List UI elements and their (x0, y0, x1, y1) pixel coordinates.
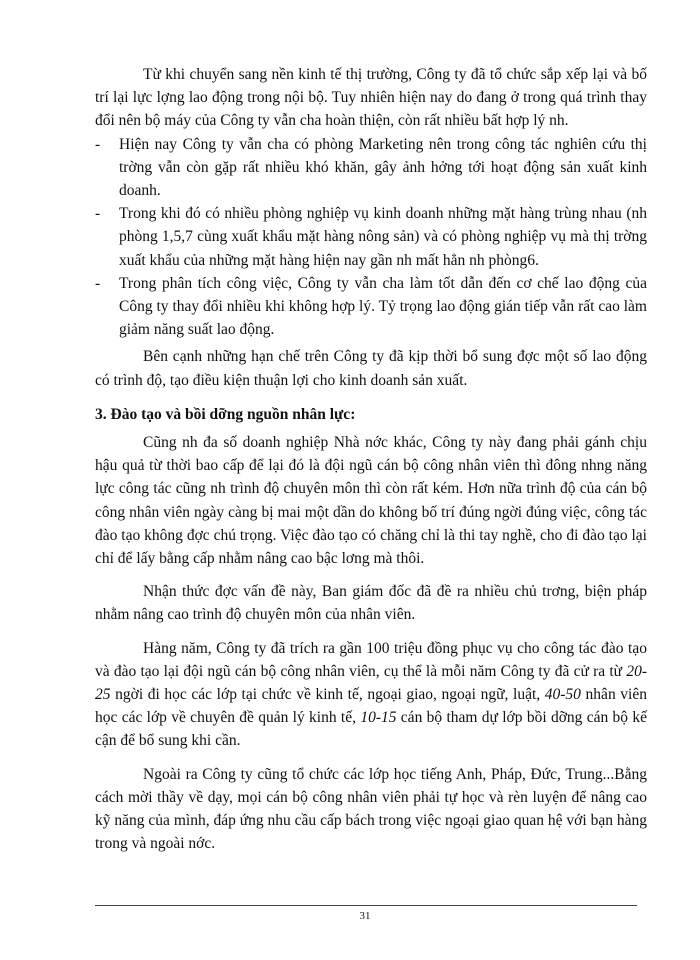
paragraph-annual-training (95, 637, 647, 753)
bullet-text: Trong khi đó có nhiều phòng nghiệp vụ kinh doanh những mặt hàng trùng nhau (nh phòng 1,5,7 cùng xuất khẩu mặt hàng nông sản) và có phòng nghiệp vụ mà thị trờng xuất khẩu của những mặt hàng hiện nay gần nh mất hẳn nh phòng6. (119, 205, 647, 269)
paragraph-awareness: Nhận thức đợc vấn đề này, Ban giám đốc đã đề ra nhiều chủ trơng, biện pháp nhằm nâng cao trình độ chuyên môn của nhân viên. (95, 583, 647, 624)
bullet-item-departments (95, 202, 647, 272)
text-run: cán bộ tham dự lớp bồi dỡng cán bộ kế cận để bổ sung khi cần. (95, 709, 647, 750)
section-heading: 3. Đào tạo và bồi dỡng nguồn nhân lực: (95, 405, 356, 423)
page-content (95, 63, 647, 856)
text-run: ngời đi học các lớp tại chức về kinh tế, ngoại giao, ngoại ngữ, luật, (110, 686, 545, 704)
text-run: nhân viên học các lớp về chuyên đề quản lý kinh tế, (95, 686, 647, 727)
bullet-item-job-analysis (95, 272, 647, 342)
bullet-dash: - (95, 274, 101, 292)
bullet-dash: - (95, 135, 101, 153)
paragraph-supplement: Bên cạnh những hạn chế trên Công ty đã kịp thời bổ sung đợc một số lao động có trình độ, tạo điều kiện thuận lợi cho kinh doanh sản xuất. (95, 348, 647, 389)
bullet-text: Hiện nay Công ty vẫn cha có phòng Marketing nên trong công tác nghiên cứu thị trờng vẫn còn gặp rất nhiều khó khăn, gây ảnh hởng tới hoạt động sản xuất kinh doanh. (119, 135, 647, 200)
text-run: Hàng năm, Công ty đã trích ra gần 100 triệu đồng phục vụ cho công tác đào tạo và đào tạo lại đội ngũ cán bộ công nhân viên, cụ thể là mỗi năm Công ty đã cử ra từ (95, 639, 647, 680)
paragraph-language-classes: Ngoài ra Công ty cũng tổ chức các lớp học tiếng Anh, Pháp, Đức, Trung...Bằng cách mời thầy về dạy, mọi cán bộ công nhân viên phải tự học và rèn luyện để nâng cao kỹ năng của mình, đáp ứng nhu cầu cấp bách trong việc ngoại giao quan hệ với bạn hàng trong và ngoài nớc. (95, 765, 647, 853)
number-range: 10-15 (360, 709, 397, 727)
bullet-item-marketing (95, 133, 647, 203)
page-number: 31 (359, 910, 371, 922)
footer-divider (95, 905, 637, 906)
paragraph-restructuring: Từ khi chuyển sang nền kinh tế thị trường, Công ty đã tổ chức sắp xếp lại và bố trí lại lực lợng lao động trong nội bộ. Tuy nhiên hiện nay do đang ở trong quá trình thay đổi nên bộ máy của Công ty vẫn cha hoàn thiện, còn rất nhiều bất hợp lý nh. (95, 66, 647, 130)
paragraph-consequences: Cũng nh đa số doanh nghiệp Nhà nớc khác, Công ty này đang phải gánh chịu hậu quả từ thời bao cấp để lại đó là đội ngũ cán bộ công nhân viên thì đông nhng năng lực công tác cũng nh trình độ chuyên môn thì còn rất kém. Hơn nữa trình độ của cán bộ công nhân viên ngày càng bị mai một dần do không bố trí đúng ngời đúng việc, công tác đào tạo không đợc chú trọng. Việc đào tạo có chăng chỉ là thi tay nghề, cho đi đào tạo lại chỉ để lấy bằng cấp nhằm nâng cao bậc lơng mà thôi. (95, 434, 647, 568)
number-range: 40-50 (544, 686, 581, 704)
bullet-dash: - (95, 205, 101, 223)
number-range: 20-25 (95, 662, 647, 704)
bullet-text: Trong phân tích công việc, Công ty vẫn cha làm tốt dẫn đến cơ chế lao động của Công ty thay đổi nhiều khi không hợp lý. Tỷ trọng lao động gián tiếp vẫn rất cao làm giảm năng suất lao động. (119, 274, 647, 339)
